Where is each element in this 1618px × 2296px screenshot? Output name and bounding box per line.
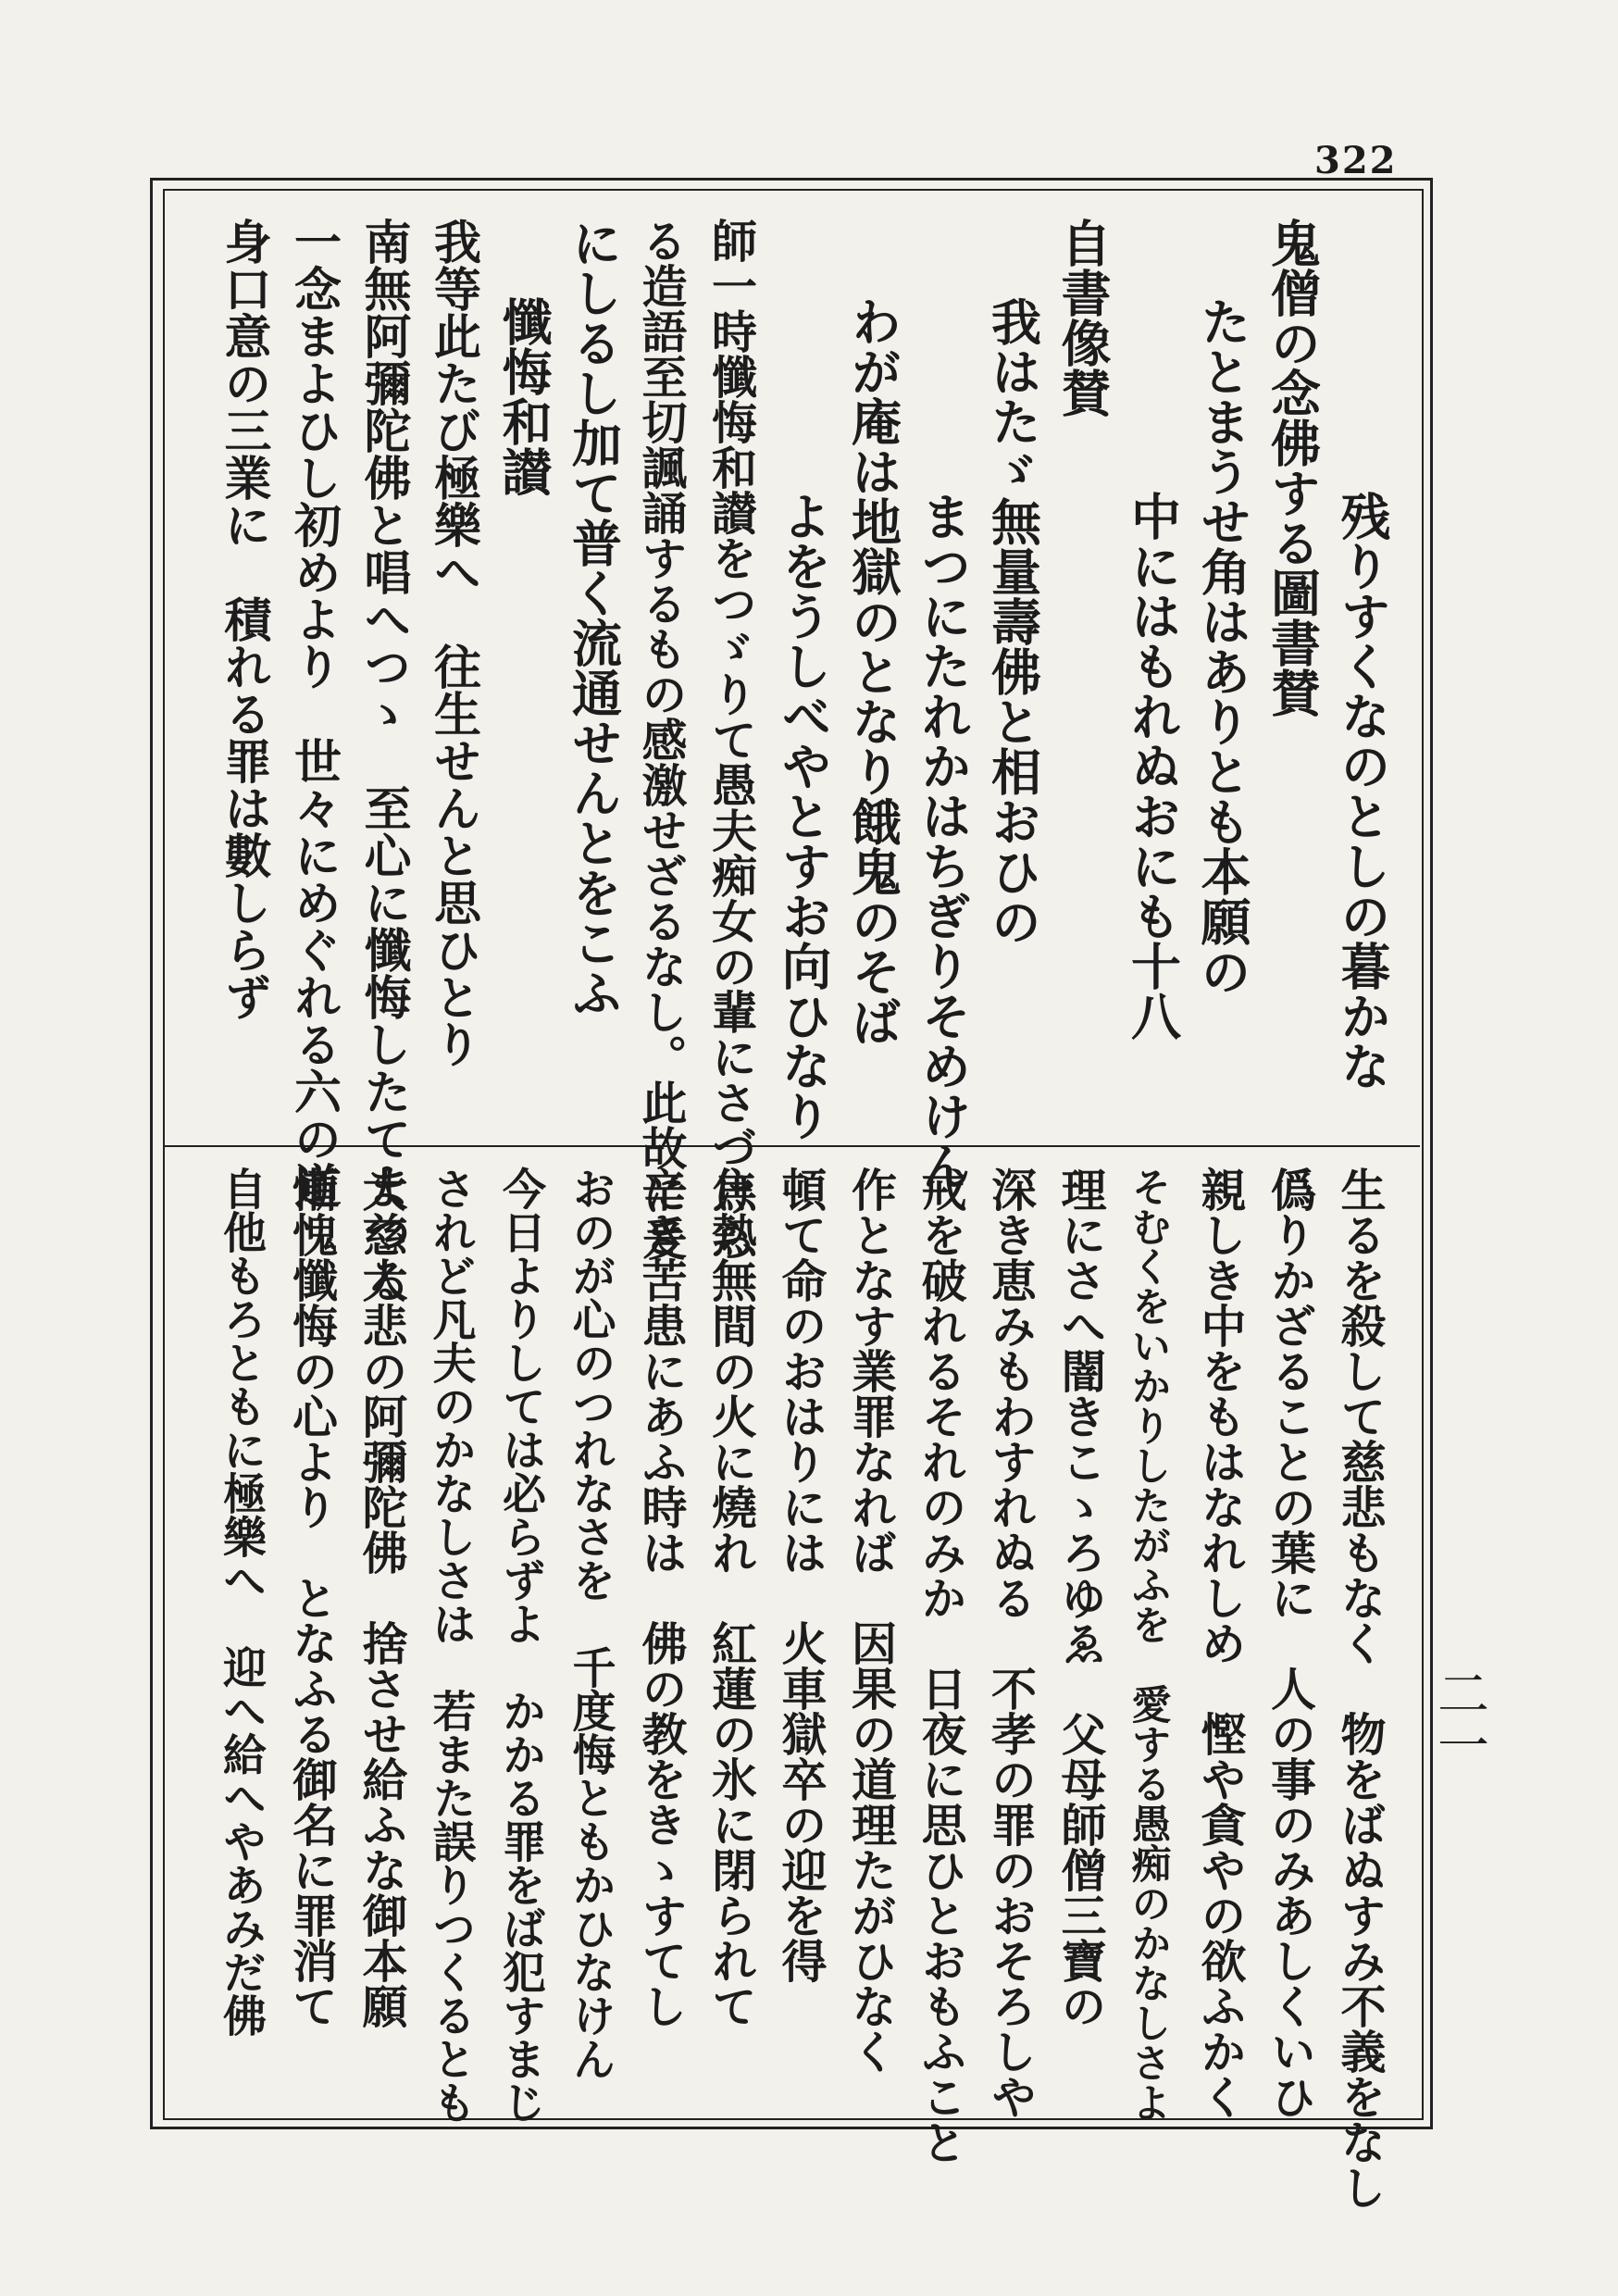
upper-column: 身口意の三業に 積れる罪は數しらず — [216, 218, 271, 1020]
lower-column: 生るを殺して慈悲もなく 物をばぬすみ不義をなし — [1334, 1167, 1388, 2210]
lower-column: 大慈大悲の阿彌陀佛 捨させ給ふな御本願 — [355, 1167, 409, 2028]
upper-column: 懺悔和讃 — [494, 296, 554, 496]
lower-column: 理にさへ闇きこゝろゆゑ 父母師僧三寶の — [1054, 1167, 1108, 2028]
lower-column: 頓て命のおはりには 火車獄卒の迎を得 — [775, 1167, 828, 1983]
section-divider — [163, 1145, 1420, 1147]
lower-column: 僞りかざることの葉に 人の事のみあしくいひ — [1263, 1167, 1318, 2119]
lower-column: 作となす業罪なれば 因果の道理たがひなく — [844, 1167, 899, 2074]
upper-column: る造語至切諷誦するもの感激せざるなし。此故に爰 — [635, 218, 689, 1261]
page-number: 322 — [1314, 139, 1398, 182]
lower-column: 戒を破れるそれのみか 日夜に思ひとおもふこと — [915, 1167, 968, 2165]
upper-column: 我はたゞ無量壽佛と相おひの — [983, 296, 1043, 946]
upper-column: まつにたれかはちぎりそめけん — [914, 491, 973, 1191]
lower-column: 親しき中をもはなれしめ 慳や貪やの欲ふかく — [1194, 1167, 1248, 2119]
lower-column: そむくをいかりしたがふを 愛する愚痴のかなしさよ — [1125, 1167, 1172, 2122]
side-page-numeral: 二一 — [1429, 1666, 1489, 1770]
upper-column: 我等此たび極樂へ 往生せんと思ひとり — [425, 218, 481, 1067]
upper-column: 中にはもれぬおにも十八 — [1123, 491, 1183, 1041]
lower-column: 焦熱無間の火に燒れ 紅蓮の氷に閉られて — [704, 1167, 759, 2028]
upper-column: 残りすくなのとしの暮かな — [1333, 491, 1392, 1091]
upper-column: 師一時懺悔和讃をつゞりて愚夫痴女の輩にさづけら — [704, 218, 759, 1261]
upper-column: 南無阿彌陀佛と唱へつゝ 至心に懺悔したてまつる — [355, 218, 411, 1304]
lower-column: 慚愧懺悔の心より となふる御名に罪消て — [285, 1167, 340, 2028]
upper-column: 鬼僧の念佛する圖書賛 — [1263, 218, 1323, 718]
lower-column: されど凡夫のかなしさは 若また誤りつくるとも — [425, 1167, 477, 2124]
lower-column: おのが心のつれなさを 千度悔ともかひなけん — [565, 1167, 616, 2080]
upper-column: わが庵は地獄のとなり餓鬼のそば — [843, 296, 903, 1046]
upper-column: 一念まよひし初めより 世々にめぐれる六の道 — [285, 218, 342, 1209]
upper-column: よをうしべやとすお向ひなり — [774, 491, 833, 1141]
upper-column: にしるし加て普く流通せんとをこふ — [564, 218, 624, 1017]
lower-column: 今日よりしては必らずよ かかる罪をば犯すまじ — [495, 1167, 546, 2124]
lower-column: 辛き苦患にあふ時は 佛の教をきゝすてし — [635, 1167, 689, 2028]
upper-column: たとまうせ角はありとも本願の — [1193, 296, 1252, 996]
lower-column: 自他もろともに極樂へ 迎へ給へやあみだ佛 — [216, 1167, 267, 2037]
lower-column: 深き恵みもわすれぬる 不孝の罪のおそろしや — [984, 1167, 1039, 2119]
upper-column: 自書像賛 — [1053, 218, 1113, 418]
